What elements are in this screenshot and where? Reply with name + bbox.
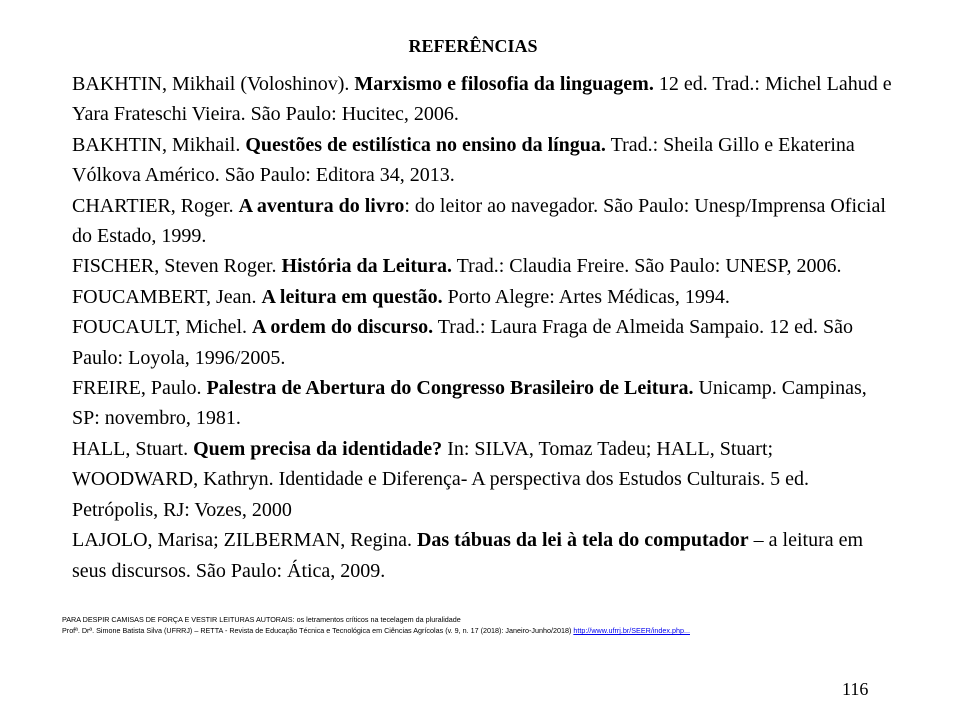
reference-details: In: SILVA, Tomaz Tadeu; HALL, Stuart; WOODWARD, Kathryn. Identidade e Diferença- A perspectiva dos Estudos Culturais. 5 ed. Petrópolis, RJ: Vozes, 2000 — [72, 437, 810, 521]
footer-link[interactable]: http://www.ufrrj.br/SEER/index.php... — [573, 626, 690, 635]
reference-details: : do leitor ao navegador. São Paulo: Unesp/Imprensa Oficial do Estado, 1999. — [72, 194, 886, 248]
reference-list — [72, 69, 892, 586]
reference-entry — [72, 191, 892, 252]
reference-details: Trad.: Laura Fraga de Almeida Sampaio. 12 ed. São Paulo: Loyola, 1996/2005. — [72, 316, 854, 369]
reference-author: LAJOLO, Marisa; ZILBERMAN, Regina. — [72, 529, 417, 552]
reference-author: FOUCAULT, Michel. — [72, 316, 252, 339]
reference-author: FISCHER, Steven Roger. — [72, 255, 282, 278]
page-number: 116 — [842, 679, 869, 699]
page-footer — [62, 614, 942, 636]
reference-entry — [72, 69, 892, 130]
reference-entry — [72, 130, 892, 191]
reference-author: CHARTIER, Roger. — [72, 194, 239, 217]
reference-title: Das tábuas da lei à tela do computador — [416, 529, 749, 552]
reference-details: – a leitura em seus discursos. São Paulo: Ática, 2009. — [72, 529, 864, 582]
reference-author: HALL, Stuart. — [72, 437, 194, 460]
reference-entry — [72, 373, 892, 434]
reference-details: 12 ed. Trad.: Michel Lahud e Yara Frateschi Vieira. São Paulo: Hucitec, 2006. — [72, 73, 892, 126]
page-title: REFERÊNCIAS — [408, 36, 538, 56]
reference-author: BAKHTIN, Mikhail. — [72, 133, 246, 156]
reference-entry — [72, 434, 892, 525]
reference-title: Quem precisa da identidade? — [193, 437, 443, 460]
reference-title: Questões de estilística no ensino da língua. — [245, 133, 606, 156]
reference-details: Trad.: Sheila Gillo e Ekaterina Vólkova Américo. São Paulo: Editora 34, 2013. — [72, 133, 855, 187]
reference-title: Marxismo e filosofia da linguagem. — [354, 73, 654, 95]
reference-entry — [72, 251, 892, 281]
reference-entry — [72, 282, 892, 312]
reference-title: A aventura do livro — [238, 194, 405, 217]
footer-citation-text: Profª. Drª. Simone Batista Silva (UFRRJ) – RETTA - Revista de Educação Técnica e Tecnológica em Ciências Agrícolas (v. 9, n. 17 (2018): Janeiro-Junho/2018) — [62, 626, 574, 635]
footer-citation — [62, 625, 942, 636]
reference-details: Porto Alegre: Artes Médicas, 1994. — [442, 285, 730, 308]
reference-title: Palestra de Abertura do Congresso Brasileiro de Leitura. — [206, 377, 694, 400]
reference-entry — [72, 312, 892, 373]
reference-author: FOUCAMBERT, Jean. — [72, 285, 262, 308]
reference-author: FREIRE, Paulo. — [72, 377, 207, 400]
reference-title: A leitura em questão. — [261, 285, 443, 308]
footer-article-title: PARA DESPIR CAMISAS DE FORÇA E VESTIR LEITURAS AUTORAIS: os letramentos críticos na tecelagem da pluralidade — [62, 615, 461, 624]
reference-title: História da Leitura. — [281, 255, 452, 278]
reference-title: A ordem do discurso. — [252, 316, 434, 339]
reference-details: Trad.: Claudia Freire. São Paulo: UNESP, 2006. — [452, 255, 842, 278]
reference-details: Unicamp. Campinas, SP: novembro, 1981. — [72, 377, 867, 430]
reference-author: BAKHTIN, Mikhail (Voloshinov). — [72, 73, 355, 95]
reference-entry — [72, 525, 892, 586]
